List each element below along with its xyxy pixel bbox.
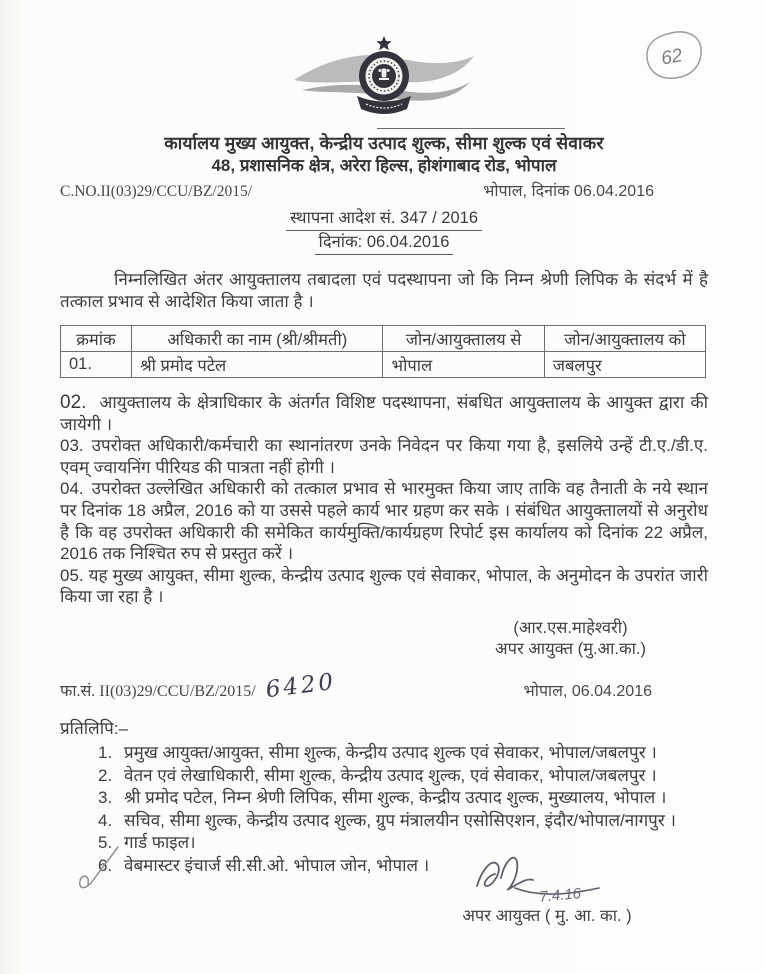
order-paragraph-04 [60, 478, 708, 564]
file-number [60, 668, 338, 704]
page-number-text: 62 [659, 45, 685, 70]
transfer-table [60, 325, 706, 378]
order-title-row [60, 207, 708, 231]
reference-number: C.NO.II(03)29/CCU/BZ/2015/ [60, 183, 253, 200]
office-name-line1: कार्यालय मुख्य आयुक्त, केन्द्रीय उत्पाद शुल्क, सीमा शुल्क एवं सेवाकर [164, 133, 604, 153]
intro-paragraph: निम्नलिखित अंतर आयुक्तालय तबादला एवं पदस्थापना जो कि निम्न श्रेणी लिपिक के संदर्भ में है तत्काल प्रभाव से आदेशित किया जाता है । [60, 270, 708, 311]
order-paragraph-03 [60, 435, 708, 478]
col-zone-to: जोन/आयुक्तालय को [544, 326, 705, 352]
govt-seal-icon [294, 34, 474, 120]
paragraph-number: 03. [60, 436, 84, 456]
cell-zone-from: भोपाल [383, 352, 544, 378]
file-ref-text: फा.सं. II(03)29/CCU/BZ/2015/ [60, 682, 256, 700]
place-and-date: भोपाल, दिनांक 06.04.2016 [483, 183, 654, 200]
signature-scribble-icon [467, 846, 627, 904]
copy-item-4: सचिव, सीमा शुल्क, केन्द्रीय उत्पाद शुल्क, ग्रुप मंत्रालयीन एसोसिएशन, इंदौर/भोपाल/नागपुर । [124, 810, 676, 830]
paragraph-number: 05. [60, 565, 84, 585]
handwritten-sign-date: 7.4.16 [538, 885, 582, 904]
cell-zone-to: जबलपुर [544, 352, 705, 378]
bottom-designation: अपर आयुक्त ( मु. आ. का. ) [462, 907, 632, 925]
cell-officer-name: श्री प्रमोद पटेल [131, 352, 383, 378]
col-zone-from: जोन/आयुक्तालय से [383, 326, 544, 352]
table-header-row [61, 326, 706, 352]
pencil-circle-icon [641, 28, 707, 84]
copy-item-5: गार्ड फाइल। [124, 833, 196, 853]
copy-item-3: श्री प्रमोद पटेल, निम्न श्रेणी लिपिक, सीमा शुल्क, केन्द्रीय उत्पाद शुल्क, मुख्यालय, भोपाल । [124, 788, 667, 808]
copy-to-heading: प्रतिलिपि:– [60, 718, 128, 738]
emblem-underline [377, 128, 565, 129]
paragraph-number: 04. [60, 479, 84, 499]
copy-item-6-text: वेबमास्टर इंचार्ज सी.सी.ओ. भोपाल जोन, भोपाल । [124, 855, 430, 875]
handwritten-dispatch-number: 6420 [264, 668, 338, 704]
department-emblem [294, 34, 474, 125]
order-paragraph-05 [60, 565, 708, 608]
copy-item-1: प्रमुख आयुक्त/आयुक्त, सीमा शुल्क, केन्द्रीय उत्पाद शुल्क एवं सेवाकर, भोपाल/जबलपुर । [124, 742, 657, 762]
col-serial: क्रमांक [61, 326, 132, 352]
cell-serial: 01. [61, 352, 132, 378]
order-date-row [60, 231, 708, 255]
paragraph-number: 02. [60, 392, 87, 413]
paragraph-text: उपरोक्त अधिकारी/कर्मचारी का स्थानांतरण उनके निवेदन पर किया गया है, इसलिये उन्हें टी.ए./डी.ए. एवम् ज्वायनिंग पीरियड की पात्रता नहीं होगी । [60, 436, 708, 477]
bottom-signature-block [447, 846, 647, 926]
signatory-name: (आर.एस.माहेश्वरी) [513, 618, 628, 637]
table-row [61, 352, 706, 378]
order-title: स्थापना आदेश सं. 347 / 2016 [286, 207, 482, 231]
order-paragraph-02 [60, 392, 708, 435]
signatory-designation: अपर आयुक्त (मु.आ.का.) [495, 640, 646, 659]
copy-item-2: वेतन एवं लेखाधिकारी, सीमा शुल्क, केन्द्रीय उत्पाद शुल्क, एवं सेवाकर, भोपाल/जबलपुर । [124, 765, 657, 785]
col-officer-name: अधिकारी का नाम (श्री/श्रीमती) [131, 326, 383, 352]
order-date: दिनांक: 06.04.2016 [315, 231, 454, 255]
paragraph-text: आयुक्तालय के क्षेत्राधिकार के अंतर्गत विशिष्ट पदस्थापना, संबधित आयुक्तालय के आयुक्त द्वारा की जायेगी । [60, 393, 708, 434]
reference-row [60, 181, 708, 203]
file-place-date: भोपाल, 06.04.2016 [523, 682, 652, 700]
signatory-block [60, 618, 646, 661]
file-number-row [60, 668, 708, 704]
paragraph-text: यह मुख्य आयुक्त, सीमा शुल्क, केन्द्रीय उत्पाद शुल्क एवं सेवाकर, भोपाल, के अनुमोदन के उपरांत जारी किया जा रहा है । [60, 565, 708, 607]
paragraph-text: उपरोक्त उल्लेखित अधिकारी को तत्काल प्रभाव से भारमुक्त किया जाए ताकि वह तैनाती के नये स्थान पर दिनांक 18 अप्रैल, 2016 को या उससे पहले कार्य भार ग्रहण कर सके । संबंधित आयुक्तालयों से अनुरोध है कि वह उपरोक्त अधिकारी की समेकित कार्यमुक्ति/कार्यग्रहण रिपोर्ट इस कार्यालय को दिनांक 22 अप्रैल, 2016 तक निश्चित रुप से प्रस्तुत करें । [60, 479, 708, 564]
office-address-line2: 48, प्रशासनिक क्षेत्र, अरेरा हिल्स, होशंगाबाद रोड, भोपाल [211, 156, 557, 175]
handwritten-page-number [641, 28, 707, 84]
